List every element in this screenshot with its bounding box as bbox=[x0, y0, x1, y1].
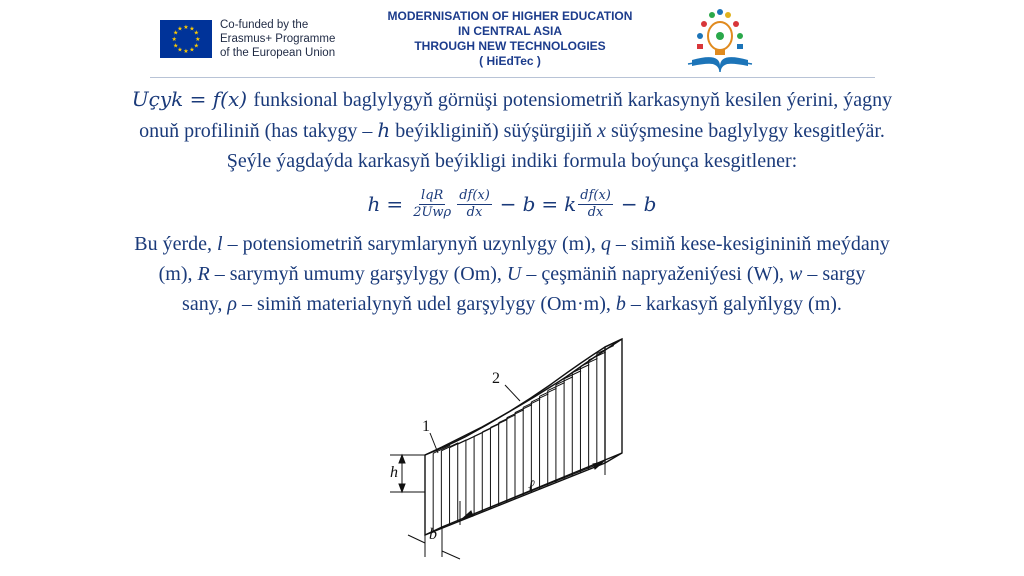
definition-text: sany, bbox=[182, 293, 228, 315]
project-title-line: ( HiEdTec ) bbox=[479, 54, 541, 68]
frame-drawing bbox=[380, 325, 640, 575]
var-x: x bbox=[597, 120, 607, 142]
eu-text-line: of the European Union bbox=[220, 47, 336, 59]
intro-text: beýikliginiň) süýşürgijiň bbox=[390, 120, 598, 142]
definition-text: (m), bbox=[158, 263, 198, 285]
fraction-numerator: lqR bbox=[421, 187, 444, 203]
formula-h: h bbox=[367, 192, 381, 216]
var-h: h bbox=[377, 118, 391, 142]
function-lhs: Uçyk bbox=[131, 87, 184, 111]
formula-minus: − bbox=[620, 192, 638, 216]
intro-line-1 bbox=[0, 84, 1024, 115]
formula-eq: = bbox=[386, 192, 404, 216]
eu-flag-icon bbox=[160, 20, 212, 58]
header bbox=[0, 0, 1024, 80]
definition-text: – sarymyň umumy garşylygy (Om), bbox=[209, 263, 507, 285]
svg-text:★: ★ bbox=[173, 42, 179, 50]
project-title-line: MODERNISATION OF HIGHER EDUCATION bbox=[387, 9, 633, 23]
paragraph-definitions bbox=[0, 229, 1024, 319]
hiedtec-logo-icon bbox=[682, 6, 758, 74]
fraction-derivative bbox=[457, 188, 492, 221]
eu-text-line: Co-funded by the bbox=[220, 19, 309, 31]
eu-text-line: Erasmus+ Programme bbox=[220, 33, 336, 45]
var-w: w bbox=[789, 263, 803, 285]
svg-text:★: ★ bbox=[193, 42, 199, 50]
figure-label-l: ℓ bbox=[528, 478, 535, 495]
intro-text: onuň profiliniň (has takygy – bbox=[139, 120, 378, 142]
fraction-denominator: dx bbox=[466, 204, 483, 220]
project-title-line: IN CENTRAL ASIA bbox=[457, 24, 562, 38]
slide-content bbox=[0, 84, 1024, 315]
svg-text:★: ★ bbox=[195, 36, 201, 43]
definitions-line-1 bbox=[0, 229, 1024, 259]
var-rho: ρ bbox=[227, 293, 238, 315]
intro-text: funksional baglylygyň görnüşi potensiometriň karkasynyň kesilen ýerini, ýagny bbox=[253, 89, 893, 111]
figure-label-2: 2 bbox=[492, 370, 500, 387]
project-title-line: THROUGH NEW TECHNOLOGIES bbox=[414, 39, 606, 53]
svg-text:★: ★ bbox=[183, 24, 189, 31]
definition-text: – potensiometriň sarymlarynyň uzynlygy (m), bbox=[222, 233, 601, 255]
eu-cofunded-text bbox=[220, 18, 360, 60]
svg-text:★: ★ bbox=[189, 46, 195, 54]
definition-text: – karkasyň galyňlygy (m). bbox=[625, 293, 842, 315]
project-title bbox=[355, 9, 665, 69]
paragraph-intro bbox=[0, 84, 1024, 176]
fraction-numerator: df(x) bbox=[580, 187, 611, 203]
fraction-numerator: df(x) bbox=[459, 187, 490, 203]
svg-text:★: ★ bbox=[173, 29, 179, 37]
figure-label-h: h bbox=[390, 464, 398, 481]
svg-text:★: ★ bbox=[171, 36, 177, 43]
svg-text:★: ★ bbox=[177, 25, 183, 33]
formula-b: b bbox=[643, 192, 657, 216]
definition-text: – çeşmäniň napryaženiýesi (W), bbox=[521, 263, 790, 285]
height-formula bbox=[0, 178, 1024, 230]
fraction-denominator: dx bbox=[587, 204, 604, 220]
svg-text:★: ★ bbox=[183, 48, 189, 55]
var-b: b bbox=[615, 293, 626, 315]
formula-eq: = bbox=[541, 192, 559, 216]
header-divider bbox=[150, 77, 875, 78]
definitions-line-2 bbox=[0, 259, 1024, 289]
definitions-line-3 bbox=[0, 289, 1024, 319]
var-q: q bbox=[600, 233, 611, 255]
var-U: U bbox=[506, 263, 522, 285]
svg-text:★: ★ bbox=[189, 25, 195, 33]
formula-b: b bbox=[522, 192, 536, 216]
function-eq: = f(x) bbox=[183, 87, 254, 111]
svg-text:★: ★ bbox=[193, 29, 199, 37]
formula-minus: − bbox=[499, 192, 517, 216]
var-R: R bbox=[197, 263, 210, 285]
figure-label-1: 1 bbox=[422, 418, 430, 435]
definition-text: – simiň materialynyň udel garşylygy (Om·m), bbox=[237, 293, 616, 315]
fraction-lqr bbox=[411, 188, 453, 221]
definition-text: – simiň kese-kesigininiň meýdany bbox=[610, 233, 890, 255]
intro-text: süýşmesine baglylygy kesgitleýär. bbox=[606, 120, 885, 142]
svg-text:★: ★ bbox=[177, 46, 183, 54]
figure-label-b: b bbox=[429, 526, 437, 543]
fraction-derivative bbox=[578, 188, 613, 221]
intro-line-3: Şeýle ýagdaýda karkasyň beýikligi indiki formula boýunça kesgitlener: bbox=[226, 150, 798, 172]
formula-k: k bbox=[564, 192, 577, 216]
definition-text: Bu ýerde, bbox=[134, 233, 218, 255]
fraction-denominator: 2Uwρ bbox=[413, 204, 452, 220]
potentiometer-frame-figure bbox=[380, 325, 640, 575]
definition-text: – sargy bbox=[802, 263, 866, 285]
var-l: l bbox=[217, 233, 223, 255]
intro-line-2 bbox=[0, 115, 1024, 146]
